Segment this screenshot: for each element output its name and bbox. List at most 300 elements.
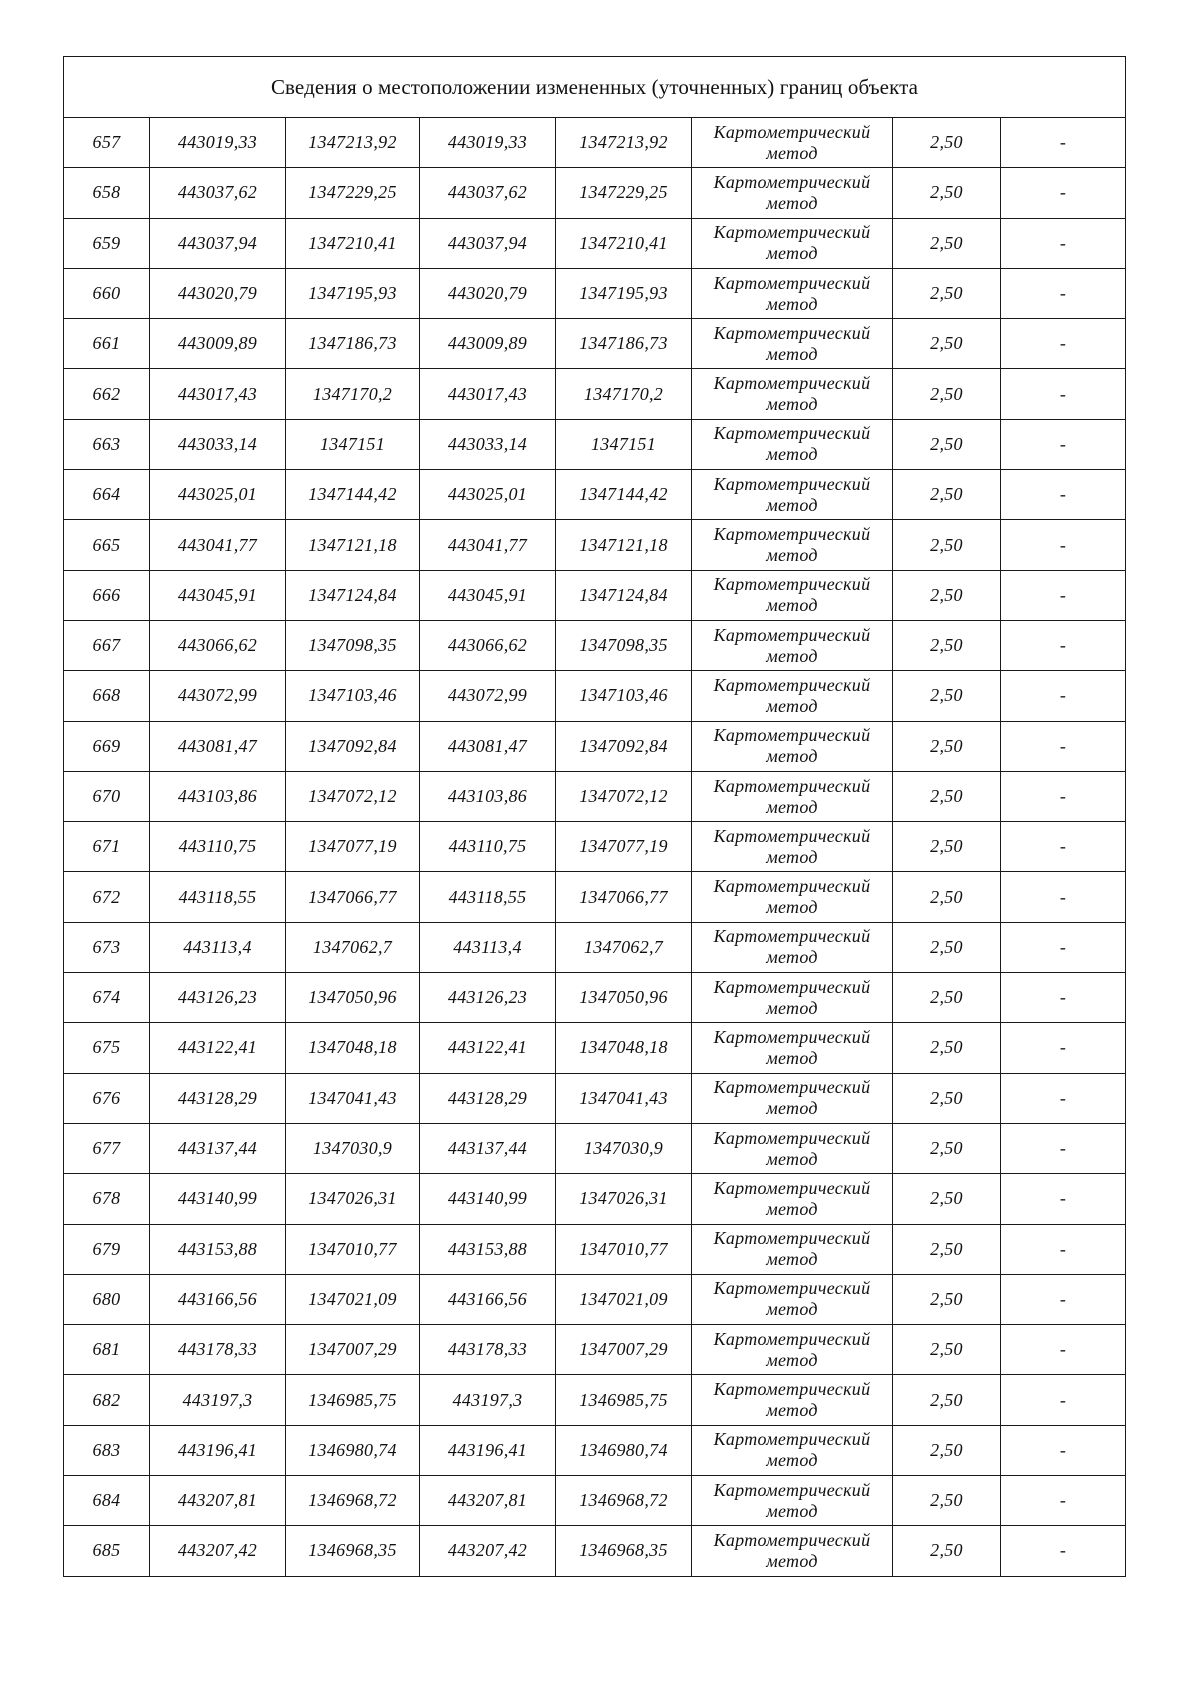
method-cell bbox=[692, 1073, 893, 1123]
method-cell bbox=[692, 118, 893, 168]
coordinates-table bbox=[63, 56, 1126, 1577]
accuracy-cell: 2,50 bbox=[893, 1325, 1001, 1375]
accuracy-cell: 2,50 bbox=[893, 671, 1001, 721]
method-line-2: метод bbox=[766, 997, 818, 1018]
description-cell: - bbox=[1001, 1425, 1126, 1475]
method-line-1: Картометрический bbox=[713, 423, 871, 444]
method-cell bbox=[692, 1224, 893, 1274]
table-title: Сведения о местоположении измененных (уточненных) границ объекта bbox=[64, 57, 1126, 118]
y-new-cell: 1347229,25 bbox=[556, 168, 692, 218]
method-line-1: Картометрический bbox=[713, 775, 871, 796]
y-new-cell: 1346980,74 bbox=[556, 1425, 692, 1475]
x-old-cell: 443017,43 bbox=[150, 369, 286, 419]
point-number-cell: 663 bbox=[64, 419, 150, 469]
x-new-cell: 443009,89 bbox=[420, 319, 556, 369]
accuracy-cell: 2,50 bbox=[893, 168, 1001, 218]
y-new-cell: 1347092,84 bbox=[556, 721, 692, 771]
x-old-cell: 443140,99 bbox=[150, 1174, 286, 1224]
method-cell bbox=[692, 1375, 893, 1425]
method-cell bbox=[692, 419, 893, 469]
point-number-cell: 680 bbox=[64, 1274, 150, 1324]
method-line-1: Картометрический bbox=[713, 1278, 871, 1299]
description-cell: - bbox=[1001, 620, 1126, 670]
point-number-cell: 682 bbox=[64, 1375, 150, 1425]
x-old-cell: 443166,56 bbox=[150, 1274, 286, 1324]
x-new-cell: 443197,3 bbox=[420, 1375, 556, 1425]
accuracy-cell: 2,50 bbox=[893, 922, 1001, 972]
description-cell: - bbox=[1001, 1123, 1126, 1173]
description-cell: - bbox=[1001, 1476, 1126, 1526]
method-line-2: метод bbox=[766, 1249, 818, 1270]
point-number-cell: 673 bbox=[64, 922, 150, 972]
point-number-cell: 685 bbox=[64, 1526, 150, 1576]
y-old-cell: 1347195,93 bbox=[286, 268, 420, 318]
y-new-cell: 1347026,31 bbox=[556, 1174, 692, 1224]
point-number-cell: 677 bbox=[64, 1123, 150, 1173]
y-old-cell: 1347103,46 bbox=[286, 671, 420, 721]
accuracy-cell: 2,50 bbox=[893, 1425, 1001, 1475]
x-new-cell: 443128,29 bbox=[420, 1073, 556, 1123]
point-number-cell: 665 bbox=[64, 520, 150, 570]
accuracy-cell: 2,50 bbox=[893, 419, 1001, 469]
description-cell: - bbox=[1001, 168, 1126, 218]
x-old-cell: 443113,4 bbox=[150, 922, 286, 972]
x-new-cell: 443103,86 bbox=[420, 771, 556, 821]
method-cell bbox=[692, 922, 893, 972]
x-old-cell: 443072,99 bbox=[150, 671, 286, 721]
x-old-cell: 443137,44 bbox=[150, 1123, 286, 1173]
y-old-cell: 1347007,29 bbox=[286, 1325, 420, 1375]
accuracy-cell: 2,50 bbox=[893, 1375, 1001, 1425]
point-number-cell: 674 bbox=[64, 973, 150, 1023]
accuracy-cell: 2,50 bbox=[893, 771, 1001, 821]
x-new-cell: 443178,33 bbox=[420, 1325, 556, 1375]
x-old-cell: 443066,62 bbox=[150, 620, 286, 670]
accuracy-cell: 2,50 bbox=[893, 319, 1001, 369]
y-old-cell: 1347041,43 bbox=[286, 1073, 420, 1123]
method-line-1: Картометрический bbox=[713, 373, 871, 394]
method-line-1: Картометрический bbox=[713, 926, 871, 947]
method-line-1: Картометрический bbox=[713, 1026, 871, 1047]
method-cell bbox=[692, 1476, 893, 1526]
y-old-cell: 1347026,31 bbox=[286, 1174, 420, 1224]
table-row bbox=[64, 771, 1126, 821]
accuracy-cell: 2,50 bbox=[893, 1174, 1001, 1224]
point-number-cell: 662 bbox=[64, 369, 150, 419]
y-old-cell: 1347098,35 bbox=[286, 620, 420, 670]
description-cell: - bbox=[1001, 218, 1126, 268]
description-cell: - bbox=[1001, 570, 1126, 620]
accuracy-cell: 2,50 bbox=[893, 1123, 1001, 1173]
y-old-cell: 1347144,42 bbox=[286, 470, 420, 520]
y-new-cell: 1347048,18 bbox=[556, 1023, 692, 1073]
point-number-cell: 672 bbox=[64, 872, 150, 922]
x-new-cell: 443140,99 bbox=[420, 1174, 556, 1224]
accuracy-cell: 2,50 bbox=[893, 218, 1001, 268]
method-cell bbox=[692, 1274, 893, 1324]
description-cell: - bbox=[1001, 822, 1126, 872]
point-number-cell: 667 bbox=[64, 620, 150, 670]
point-number-cell: 683 bbox=[64, 1425, 150, 1475]
x-old-cell: 443037,94 bbox=[150, 218, 286, 268]
table-row bbox=[64, 268, 1126, 318]
accuracy-cell: 2,50 bbox=[893, 118, 1001, 168]
method-cell bbox=[692, 822, 893, 872]
method-line-1: Картометрический bbox=[713, 1429, 871, 1450]
accuracy-cell: 2,50 bbox=[893, 721, 1001, 771]
y-old-cell: 1347124,84 bbox=[286, 570, 420, 620]
y-new-cell: 1347050,96 bbox=[556, 973, 692, 1023]
description-cell: - bbox=[1001, 1325, 1126, 1375]
x-new-cell: 443196,41 bbox=[420, 1425, 556, 1475]
method-line-1: Картометрический bbox=[713, 322, 871, 343]
table-row bbox=[64, 1073, 1126, 1123]
method-line-1: Картометрический bbox=[713, 624, 871, 645]
table-row bbox=[64, 319, 1126, 369]
description-cell: - bbox=[1001, 369, 1126, 419]
x-old-cell: 443197,3 bbox=[150, 1375, 286, 1425]
description-cell: - bbox=[1001, 1073, 1126, 1123]
y-new-cell: 1347186,73 bbox=[556, 319, 692, 369]
x-old-cell: 443110,75 bbox=[150, 822, 286, 872]
table-row bbox=[64, 1476, 1126, 1526]
x-new-cell: 443025,01 bbox=[420, 470, 556, 520]
method-cell bbox=[692, 721, 893, 771]
method-line-1: Картометрический bbox=[713, 272, 871, 293]
point-number-cell: 661 bbox=[64, 319, 150, 369]
method-line-1: Картометрический bbox=[713, 674, 871, 695]
method-line-1: Картометрический bbox=[713, 1127, 871, 1148]
method-line-1: Картометрический bbox=[713, 1328, 871, 1349]
x-new-cell: 443113,4 bbox=[420, 922, 556, 972]
x-new-cell: 443017,43 bbox=[420, 369, 556, 419]
y-old-cell: 1347229,25 bbox=[286, 168, 420, 218]
point-number-cell: 664 bbox=[64, 470, 150, 520]
description-cell: - bbox=[1001, 1174, 1126, 1224]
table-row bbox=[64, 1174, 1126, 1224]
method-line-2: метод bbox=[766, 1500, 818, 1521]
x-old-cell: 443153,88 bbox=[150, 1224, 286, 1274]
x-old-cell: 443025,01 bbox=[150, 470, 286, 520]
y-new-cell: 1347121,18 bbox=[556, 520, 692, 570]
method-cell bbox=[692, 771, 893, 821]
method-line-2: метод bbox=[766, 142, 818, 163]
description-cell: - bbox=[1001, 1224, 1126, 1274]
y-old-cell: 1347077,19 bbox=[286, 822, 420, 872]
x-old-cell: 443033,14 bbox=[150, 419, 286, 469]
y-old-cell: 1347213,92 bbox=[286, 118, 420, 168]
method-cell bbox=[692, 1425, 893, 1475]
method-cell bbox=[692, 1526, 893, 1576]
y-new-cell: 1347077,19 bbox=[556, 822, 692, 872]
method-cell bbox=[692, 218, 893, 268]
table-row bbox=[64, 1526, 1126, 1576]
y-new-cell: 1346968,35 bbox=[556, 1526, 692, 1576]
description-cell: - bbox=[1001, 1526, 1126, 1576]
method-line-1: Картометрический bbox=[713, 976, 871, 997]
method-line-2: метод bbox=[766, 846, 818, 867]
method-line-1: Картометрический bbox=[713, 725, 871, 746]
description-cell: - bbox=[1001, 319, 1126, 369]
x-old-cell: 443178,33 bbox=[150, 1325, 286, 1375]
y-old-cell: 1347072,12 bbox=[286, 771, 420, 821]
x-old-cell: 443020,79 bbox=[150, 268, 286, 318]
y-new-cell: 1346985,75 bbox=[556, 1375, 692, 1425]
table-row bbox=[64, 218, 1126, 268]
method-line-1: Картометрический bbox=[713, 574, 871, 595]
method-cell bbox=[692, 671, 893, 721]
method-line-2: метод bbox=[766, 1299, 818, 1320]
description-cell: - bbox=[1001, 671, 1126, 721]
description-cell: - bbox=[1001, 721, 1126, 771]
method-line-1: Картометрический bbox=[713, 1479, 871, 1500]
table-row bbox=[64, 1325, 1126, 1375]
table-row bbox=[64, 369, 1126, 419]
table-row bbox=[64, 520, 1126, 570]
table-row bbox=[64, 1123, 1126, 1173]
method-line-2: метод bbox=[766, 192, 818, 213]
method-line-2: метод bbox=[766, 293, 818, 314]
method-line-2: метод bbox=[766, 545, 818, 566]
point-number-cell: 669 bbox=[64, 721, 150, 771]
y-old-cell: 1346968,72 bbox=[286, 1476, 420, 1526]
method-cell bbox=[692, 620, 893, 670]
y-new-cell: 1347151 bbox=[556, 419, 692, 469]
accuracy-cell: 2,50 bbox=[893, 1526, 1001, 1576]
x-old-cell: 443019,33 bbox=[150, 118, 286, 168]
method-line-2: метод bbox=[766, 595, 818, 616]
method-cell bbox=[692, 973, 893, 1023]
x-old-cell: 443207,81 bbox=[150, 1476, 286, 1526]
accuracy-cell: 2,50 bbox=[893, 973, 1001, 1023]
table-row bbox=[64, 721, 1126, 771]
method-line-2: метод bbox=[766, 1400, 818, 1421]
x-old-cell: 443196,41 bbox=[150, 1425, 286, 1475]
y-old-cell: 1347151 bbox=[286, 419, 420, 469]
x-old-cell: 443103,86 bbox=[150, 771, 286, 821]
y-new-cell: 1347021,09 bbox=[556, 1274, 692, 1324]
table-row bbox=[64, 1023, 1126, 1073]
method-cell bbox=[692, 1123, 893, 1173]
method-line-2: метод bbox=[766, 1550, 818, 1571]
x-new-cell: 443122,41 bbox=[420, 1023, 556, 1073]
method-line-1: Картометрический bbox=[713, 1177, 871, 1198]
accuracy-cell: 2,50 bbox=[893, 620, 1001, 670]
accuracy-cell: 2,50 bbox=[893, 1274, 1001, 1324]
method-cell bbox=[692, 1023, 893, 1073]
y-old-cell: 1347021,09 bbox=[286, 1274, 420, 1324]
method-cell bbox=[692, 570, 893, 620]
accuracy-cell: 2,50 bbox=[893, 470, 1001, 520]
table-row bbox=[64, 620, 1126, 670]
y-old-cell: 1346985,75 bbox=[286, 1375, 420, 1425]
method-line-2: метод bbox=[766, 243, 818, 264]
description-cell: - bbox=[1001, 922, 1126, 972]
method-line-2: метод bbox=[766, 645, 818, 666]
x-new-cell: 443041,77 bbox=[420, 520, 556, 570]
y-old-cell: 1347170,2 bbox=[286, 369, 420, 419]
description-cell: - bbox=[1001, 973, 1126, 1023]
y-new-cell: 1347195,93 bbox=[556, 268, 692, 318]
accuracy-cell: 2,50 bbox=[893, 268, 1001, 318]
x-new-cell: 443166,56 bbox=[420, 1274, 556, 1324]
method-cell bbox=[692, 520, 893, 570]
accuracy-cell: 2,50 bbox=[893, 570, 1001, 620]
method-line-2: метод bbox=[766, 1198, 818, 1219]
table-row bbox=[64, 1274, 1126, 1324]
description-cell: - bbox=[1001, 771, 1126, 821]
method-cell bbox=[692, 168, 893, 218]
method-cell bbox=[692, 268, 893, 318]
method-cell bbox=[692, 319, 893, 369]
point-number-cell: 679 bbox=[64, 1224, 150, 1274]
point-number-cell: 670 bbox=[64, 771, 150, 821]
x-new-cell: 443037,62 bbox=[420, 168, 556, 218]
method-line-1: Картометрический bbox=[713, 121, 871, 142]
table-row bbox=[64, 973, 1126, 1023]
x-old-cell: 443118,55 bbox=[150, 872, 286, 922]
y-new-cell: 1347030,9 bbox=[556, 1123, 692, 1173]
method-line-1: Картометрический bbox=[713, 1228, 871, 1249]
x-old-cell: 443207,42 bbox=[150, 1526, 286, 1576]
point-number-cell: 666 bbox=[64, 570, 150, 620]
method-line-2: метод bbox=[766, 1047, 818, 1068]
x-new-cell: 443207,81 bbox=[420, 1476, 556, 1526]
y-new-cell: 1347103,46 bbox=[556, 671, 692, 721]
y-new-cell: 1347098,35 bbox=[556, 620, 692, 670]
description-cell: - bbox=[1001, 872, 1126, 922]
method-line-2: метод bbox=[766, 1148, 818, 1169]
method-line-1: Картометрический bbox=[713, 1077, 871, 1098]
x-old-cell: 443045,91 bbox=[150, 570, 286, 620]
method-line-2: метод bbox=[766, 695, 818, 716]
table-row bbox=[64, 1224, 1126, 1274]
accuracy-cell: 2,50 bbox=[893, 1476, 1001, 1526]
description-cell: - bbox=[1001, 118, 1126, 168]
description-cell: - bbox=[1001, 520, 1126, 570]
table-row bbox=[64, 922, 1126, 972]
point-number-cell: 676 bbox=[64, 1073, 150, 1123]
y-old-cell: 1346980,74 bbox=[286, 1425, 420, 1475]
method-cell bbox=[692, 369, 893, 419]
table-row bbox=[64, 570, 1126, 620]
x-new-cell: 443019,33 bbox=[420, 118, 556, 168]
accuracy-cell: 2,50 bbox=[893, 369, 1001, 419]
method-line-2: метод bbox=[766, 897, 818, 918]
method-line-1: Картометрический bbox=[713, 524, 871, 545]
method-line-1: Картометрический bbox=[713, 1529, 871, 1550]
method-line-2: метод bbox=[766, 1450, 818, 1471]
table-row bbox=[64, 822, 1126, 872]
method-line-2: метод bbox=[766, 343, 818, 364]
x-new-cell: 443110,75 bbox=[420, 822, 556, 872]
y-new-cell: 1347062,7 bbox=[556, 922, 692, 972]
method-line-1: Картометрический bbox=[713, 1379, 871, 1400]
point-number-cell: 675 bbox=[64, 1023, 150, 1073]
description-cell: - bbox=[1001, 1023, 1126, 1073]
method-line-1: Картометрический bbox=[713, 222, 871, 243]
y-new-cell: 1347072,12 bbox=[556, 771, 692, 821]
method-line-1: Картометрический bbox=[713, 473, 871, 494]
description-cell: - bbox=[1001, 1274, 1126, 1324]
x-old-cell: 443122,41 bbox=[150, 1023, 286, 1073]
y-new-cell: 1347124,84 bbox=[556, 570, 692, 620]
point-number-cell: 678 bbox=[64, 1174, 150, 1224]
point-number-cell: 671 bbox=[64, 822, 150, 872]
point-number-cell: 684 bbox=[64, 1476, 150, 1526]
description-cell: - bbox=[1001, 268, 1126, 318]
y-old-cell: 1347010,77 bbox=[286, 1224, 420, 1274]
description-cell: - bbox=[1001, 470, 1126, 520]
x-new-cell: 443037,94 bbox=[420, 218, 556, 268]
method-cell bbox=[692, 470, 893, 520]
description-cell: - bbox=[1001, 1375, 1126, 1425]
y-new-cell: 1347066,77 bbox=[556, 872, 692, 922]
y-old-cell: 1347030,9 bbox=[286, 1123, 420, 1173]
method-line-2: метод bbox=[766, 444, 818, 465]
method-line-2: метод bbox=[766, 494, 818, 515]
x-new-cell: 443033,14 bbox=[420, 419, 556, 469]
y-old-cell: 1347121,18 bbox=[286, 520, 420, 570]
method-cell bbox=[692, 872, 893, 922]
y-new-cell: 1346968,72 bbox=[556, 1476, 692, 1526]
x-new-cell: 443066,62 bbox=[420, 620, 556, 670]
table-row bbox=[64, 671, 1126, 721]
method-cell bbox=[692, 1174, 893, 1224]
x-new-cell: 443118,55 bbox=[420, 872, 556, 922]
x-new-cell: 443137,44 bbox=[420, 1123, 556, 1173]
x-new-cell: 443153,88 bbox=[420, 1224, 556, 1274]
method-line-2: метод bbox=[766, 1349, 818, 1370]
y-new-cell: 1347010,77 bbox=[556, 1224, 692, 1274]
y-old-cell: 1347066,77 bbox=[286, 872, 420, 922]
x-new-cell: 443020,79 bbox=[420, 268, 556, 318]
x-new-cell: 443081,47 bbox=[420, 721, 556, 771]
x-old-cell: 443081,47 bbox=[150, 721, 286, 771]
accuracy-cell: 2,50 bbox=[893, 872, 1001, 922]
x-old-cell: 443126,23 bbox=[150, 973, 286, 1023]
method-line-1: Картометрический bbox=[713, 876, 871, 897]
description-cell: - bbox=[1001, 419, 1126, 469]
y-old-cell: 1347092,84 bbox=[286, 721, 420, 771]
accuracy-cell: 2,50 bbox=[893, 1224, 1001, 1274]
point-number-cell: 657 bbox=[64, 118, 150, 168]
method-line-1: Картометрический bbox=[713, 825, 871, 846]
y-old-cell: 1347062,7 bbox=[286, 922, 420, 972]
y-new-cell: 1347041,43 bbox=[556, 1073, 692, 1123]
accuracy-cell: 2,50 bbox=[893, 1073, 1001, 1123]
point-number-cell: 668 bbox=[64, 671, 150, 721]
x-old-cell: 443009,89 bbox=[150, 319, 286, 369]
y-new-cell: 1347213,92 bbox=[556, 118, 692, 168]
x-new-cell: 443207,42 bbox=[420, 1526, 556, 1576]
table-row bbox=[64, 470, 1126, 520]
method-cell bbox=[692, 1325, 893, 1375]
y-old-cell: 1347186,73 bbox=[286, 319, 420, 369]
point-number-cell: 659 bbox=[64, 218, 150, 268]
table-row bbox=[64, 419, 1126, 469]
x-old-cell: 443037,62 bbox=[150, 168, 286, 218]
method-line-1: Картометрический bbox=[713, 171, 871, 192]
method-line-2: метод bbox=[766, 1098, 818, 1119]
point-number-cell: 681 bbox=[64, 1325, 150, 1375]
x-new-cell: 443045,91 bbox=[420, 570, 556, 620]
y-old-cell: 1346968,35 bbox=[286, 1526, 420, 1576]
accuracy-cell: 2,50 bbox=[893, 520, 1001, 570]
table-row bbox=[64, 118, 1126, 168]
table-row bbox=[64, 1425, 1126, 1475]
x-new-cell: 443072,99 bbox=[420, 671, 556, 721]
